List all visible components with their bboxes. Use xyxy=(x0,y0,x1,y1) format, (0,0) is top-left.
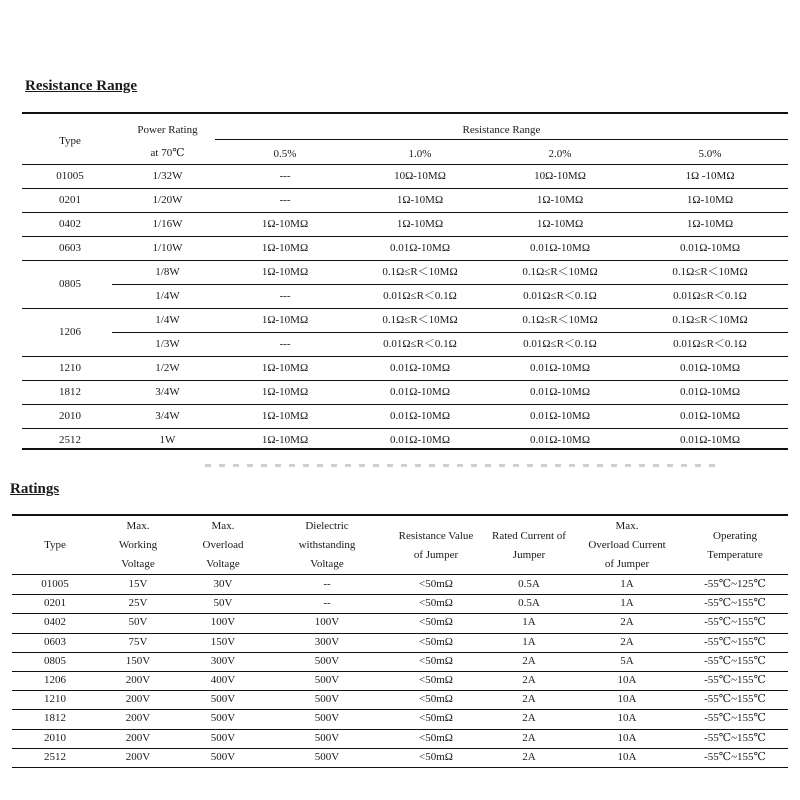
resistance-range-title: Resistance Range xyxy=(25,78,138,94)
ratings-cell: <50mΩ xyxy=(419,712,453,725)
ratings-row-rule xyxy=(12,690,788,691)
ratings-header-cell xyxy=(486,527,572,565)
rr-value-cell: 10Ω-10MΩ xyxy=(534,170,586,182)
rr-row-rule xyxy=(22,212,788,213)
ratings-cell: 2A xyxy=(620,635,634,648)
ratings-cell: 0201 xyxy=(44,597,66,610)
ratings-cell: 2A xyxy=(522,674,536,686)
rr-row-rule xyxy=(22,308,788,309)
rr-value-cell: 0.01Ω≤R＜0.1Ω xyxy=(673,338,747,350)
ratings-row-rule xyxy=(12,671,788,672)
ratings-header-cell xyxy=(386,527,486,565)
rr-value-cell: 1Ω-10MΩ xyxy=(261,362,309,374)
ratings-cell: 200V xyxy=(125,693,151,706)
ratings-cell: 0805 xyxy=(44,654,66,667)
rr-power-cell: 3/4W xyxy=(155,386,180,398)
ratings-header-line: Voltage xyxy=(310,558,344,570)
rr-value-cell: 0.01Ω≤R＜0.1Ω xyxy=(523,338,597,350)
ratings-cell: 15V xyxy=(128,578,148,590)
rr-header-tol-1: 1.0% xyxy=(408,148,432,160)
ratings-cell: 1A xyxy=(522,616,536,629)
rr-type-cell: 1206 xyxy=(59,326,81,338)
ratings-cell: 50V xyxy=(213,597,233,610)
rr-value-cell: 0.01Ω-10MΩ xyxy=(679,386,741,398)
rr-value-cell: 1Ω -10MΩ xyxy=(685,170,735,182)
ratings-cell: <50mΩ xyxy=(419,616,453,629)
ratings-cell: 2A xyxy=(620,616,634,629)
ratings-cell: -55℃~155℃ xyxy=(704,635,766,648)
rr-value-cell: 1Ω-10MΩ xyxy=(686,218,734,230)
rr-type-cell: 1210 xyxy=(59,362,81,374)
ratings-header-line: Operating xyxy=(713,529,757,542)
ratings-cell: 2A xyxy=(522,731,536,744)
rr-power-cell: 1/4W xyxy=(155,290,180,302)
rr-row-rule xyxy=(22,164,788,165)
rr-value-cell: --- xyxy=(279,194,291,206)
ratings-title: Ratings xyxy=(10,481,60,497)
rr-row-rule xyxy=(22,356,788,357)
rr-value-cell: 0.01Ω≤R＜0.1Ω xyxy=(383,338,457,350)
ratings-cell: 100V xyxy=(210,616,236,629)
ratings-header-line: Temperature xyxy=(707,548,763,561)
rr-top-rule xyxy=(22,112,788,114)
rr-row-rule xyxy=(22,236,788,237)
ratings-cell: 500V xyxy=(210,731,236,744)
ratings-cell: 150V xyxy=(125,654,151,667)
rr-value-cell: 0.01Ω-10MΩ xyxy=(529,242,591,254)
rr-value-cell: 0.01Ω≤R＜0.1Ω xyxy=(523,290,597,302)
rr-value-cell: 1Ω-10MΩ xyxy=(536,194,584,206)
rr-value-cell: 0.1Ω≤R＜10MΩ xyxy=(382,314,458,326)
rr-type-cell: 01005 xyxy=(56,170,84,182)
rr-value-cell: 0.01Ω-10MΩ xyxy=(529,410,591,422)
rr-power-cell: 3/4W xyxy=(155,410,180,422)
ratings-cell: 10A xyxy=(617,674,637,686)
ratings-header-line: of Jumper xyxy=(413,548,459,561)
ratings-header-cell xyxy=(178,517,268,574)
ratings-cell: 1A xyxy=(620,597,634,610)
ratings-cell: 300V xyxy=(314,635,340,648)
rr-value-cell: 1Ω-10MΩ xyxy=(396,194,444,206)
ratings-header-line: Max. xyxy=(126,520,150,532)
rr-row-rule xyxy=(22,260,788,261)
ratings-cell: -55℃~155℃ xyxy=(704,750,766,763)
rr-power-cell: 1/32W xyxy=(152,170,183,182)
ratings-header-line: Voltage xyxy=(206,558,240,570)
rr-value-cell: 0.01Ω-10MΩ xyxy=(529,434,591,446)
ratings-row-rule xyxy=(12,729,788,730)
ratings-header-line: Overload xyxy=(202,539,244,551)
ratings-cell: <50mΩ xyxy=(419,654,453,667)
ratings-header-line: of Jumper xyxy=(604,558,650,570)
ratings-cell: 0.5A xyxy=(518,597,540,610)
ratings-cell: 75V xyxy=(128,635,148,648)
ratings-cell: 1210 xyxy=(44,693,66,706)
ratings-cell: 10A xyxy=(617,693,637,706)
ratings-cell: 30V xyxy=(213,578,233,590)
ratings-cell: <50mΩ xyxy=(419,674,453,686)
ratings-cell: 2A xyxy=(522,654,536,667)
rr-value-cell: 0.01Ω-10MΩ xyxy=(679,434,741,446)
rr-type-cell: 0603 xyxy=(59,242,81,254)
ratings-cell: 2010 xyxy=(44,731,66,744)
ratings-cell: 500V xyxy=(314,712,340,725)
rr-value-cell: 0.01Ω-10MΩ xyxy=(389,242,451,254)
rr-value-cell: 0.01Ω-10MΩ xyxy=(389,362,451,374)
rr-row-rule xyxy=(112,284,788,285)
rr-value-cell: 0.01Ω≤R＜0.1Ω xyxy=(673,290,747,302)
rr-value-cell: 0.01Ω-10MΩ xyxy=(389,410,451,422)
ratings-cell: 1206 xyxy=(44,674,66,686)
rr-value-cell: 1Ω-10MΩ xyxy=(261,266,309,278)
ratings-header-cell xyxy=(12,536,98,555)
ratings-cell: <50mΩ xyxy=(419,635,453,648)
ratings-cell: 2512 xyxy=(44,750,66,763)
rr-value-cell: 1Ω-10MΩ xyxy=(536,218,584,230)
ratings-bottom-rule xyxy=(12,767,788,768)
rr-type-cell: 0805 xyxy=(59,278,81,290)
ratings-cell: 0402 xyxy=(44,616,66,629)
ratings-header-cell xyxy=(98,517,178,574)
ratings-cell: 10A xyxy=(617,731,637,744)
rr-bottom-rule xyxy=(22,448,788,450)
ratings-header-rule xyxy=(12,574,788,575)
ratings-cell: -55℃~155℃ xyxy=(704,654,766,667)
rr-value-cell: 1Ω-10MΩ xyxy=(261,434,309,446)
ratings-cell: 150V xyxy=(210,635,236,648)
rr-power-cell: 1W xyxy=(159,434,176,446)
rr-value-cell: 0.1Ω≤R＜10MΩ xyxy=(522,266,598,278)
ratings-header-line: Resistance Value xyxy=(398,529,474,542)
rr-row-rule xyxy=(22,428,788,429)
rr-value-cell: --- xyxy=(279,170,291,182)
ratings-cell: 1A xyxy=(522,635,536,648)
rr-row-rule xyxy=(22,188,788,189)
ratings-cell: 300V xyxy=(210,654,236,667)
rr-type-cell: 0201 xyxy=(59,194,81,206)
ratings-cell: 0603 xyxy=(44,635,66,648)
rr-type-cell: 0402 xyxy=(59,218,81,230)
ratings-cell: <50mΩ xyxy=(419,597,453,610)
rr-value-cell: 0.01Ω-10MΩ xyxy=(679,362,741,374)
ratings-cell: -55℃~155℃ xyxy=(704,693,766,706)
ratings-header-line: Rated Current of xyxy=(492,529,566,542)
ratings-cell: 200V xyxy=(125,712,151,725)
ratings-cell: 500V xyxy=(314,750,340,763)
ratings-header-line: Working xyxy=(118,539,158,551)
rr-value-cell: 0.01Ω-10MΩ xyxy=(389,386,451,398)
rr-value-cell: 1Ω-10MΩ xyxy=(396,218,444,230)
ratings-row-rule xyxy=(12,748,788,749)
ratings-cell: <50mΩ xyxy=(419,731,453,744)
ratings-cell: -55℃~125℃ xyxy=(704,578,766,590)
rr-header-type: Type xyxy=(59,135,81,147)
ratings-header-cell xyxy=(268,517,386,574)
ratings-cell: 25V xyxy=(128,597,148,610)
ratings-header-line: Max. xyxy=(211,520,235,532)
ratings-cell: 2A xyxy=(522,712,536,725)
rr-value-cell: 1Ω-10MΩ xyxy=(261,314,309,326)
rr-header-tol-3: 5.0% xyxy=(698,148,722,160)
ratings-cell: 500V xyxy=(314,654,340,667)
ratings-cell: -55℃~155℃ xyxy=(704,712,766,725)
ratings-cell: 400V xyxy=(210,674,236,686)
rr-header-resistance-range: Resistance Range xyxy=(462,124,541,136)
rr-value-cell: 0.01Ω-10MΩ xyxy=(389,434,451,446)
rr-value-cell: 0.1Ω≤R＜10MΩ xyxy=(672,314,748,326)
rr-value-cell: 0.01Ω-10MΩ xyxy=(679,410,741,422)
ratings-row-rule xyxy=(12,594,788,595)
ratings-cell: 500V xyxy=(210,750,236,763)
faint-artifact-line xyxy=(205,464,715,467)
rr-type-cell: 2512 xyxy=(59,434,81,446)
rr-power-cell: 1/2W xyxy=(155,362,180,374)
rr-value-cell: --- xyxy=(279,290,291,302)
ratings-cell: -55℃~155℃ xyxy=(704,674,766,686)
rr-header-tol-0: 0.5% xyxy=(273,148,297,160)
rr-value-cell: 1Ω-10MΩ xyxy=(261,242,309,254)
rr-power-cell: 1/4W xyxy=(155,314,180,326)
rr-value-cell: 1Ω-10MΩ xyxy=(261,218,309,230)
ratings-cell: 200V xyxy=(125,731,151,744)
rr-value-cell: 0.1Ω≤R＜10MΩ xyxy=(382,266,458,278)
ratings-header-line: Voltage xyxy=(121,558,155,570)
rr-value-cell: 0.1Ω≤R＜10MΩ xyxy=(672,266,748,278)
ratings-cell: 500V xyxy=(314,731,340,744)
ratings-header-cell xyxy=(572,517,682,574)
rr-header-power-sub: at 70℃ xyxy=(150,147,185,159)
ratings-row-rule xyxy=(12,613,788,614)
rr-power-cell: 1/10W xyxy=(152,242,183,254)
ratings-cell: <50mΩ xyxy=(419,578,453,590)
ratings-cell: 2A xyxy=(522,750,536,763)
rr-type-cell: 2010 xyxy=(59,410,81,422)
ratings-cell: <50mΩ xyxy=(419,693,453,706)
ratings-header-cell xyxy=(682,527,788,565)
ratings-cell: 500V xyxy=(314,693,340,706)
ratings-header-line: Jumper xyxy=(512,548,546,561)
rr-power-cell: 1/3W xyxy=(155,338,180,350)
ratings-cell: 100V xyxy=(314,616,340,629)
rr-value-cell: 0.01Ω-10MΩ xyxy=(679,242,741,254)
rr-value-cell: 0.01Ω-10MΩ xyxy=(529,362,591,374)
rr-type-cell: 1812 xyxy=(59,386,81,398)
ratings-cell: 1812 xyxy=(44,712,66,725)
rr-row-rule xyxy=(22,404,788,405)
ratings-header-line: Overload Current xyxy=(588,539,666,551)
ratings-top-rule xyxy=(12,514,788,516)
rr-power-cell: 1/8W xyxy=(155,266,180,278)
ratings-row-rule xyxy=(12,709,788,710)
ratings-cell: 200V xyxy=(125,674,151,686)
rr-header-tol-2: 2.0% xyxy=(548,148,572,160)
rr-power-cell: 1/16W xyxy=(152,218,183,230)
ratings-cell: 500V xyxy=(210,693,236,706)
rr-row-rule xyxy=(112,332,788,333)
ratings-cell: -55℃~155℃ xyxy=(704,616,766,629)
rr-value-cell: 0.1Ω≤R＜10MΩ xyxy=(522,314,598,326)
ratings-cell: 0.5A xyxy=(518,578,540,590)
ratings-cell: 500V xyxy=(210,712,236,725)
ratings-cell: -55℃~155℃ xyxy=(704,731,766,744)
ratings-cell: 10A xyxy=(617,712,637,725)
rr-header-power-rating: Power Rating xyxy=(137,124,198,136)
rr-value-cell: --- xyxy=(279,338,291,350)
ratings-cell: 50V xyxy=(128,616,148,629)
ratings-header-line: Max. xyxy=(615,520,639,532)
ratings-cell: 500V xyxy=(314,674,340,686)
rr-header-subrule xyxy=(215,139,788,140)
ratings-header-line: withstanding xyxy=(298,539,356,551)
rr-row-rule xyxy=(22,380,788,381)
rr-value-cell: 1Ω-10MΩ xyxy=(261,410,309,422)
ratings-cell: 1A xyxy=(620,578,634,590)
ratings-header-line: Type xyxy=(44,539,66,551)
rr-value-cell: 1Ω-10MΩ xyxy=(261,386,309,398)
ratings-cell: <50mΩ xyxy=(419,750,453,763)
rr-value-cell: 10Ω-10MΩ xyxy=(394,170,446,182)
rr-value-cell: 0.01Ω≤R＜0.1Ω xyxy=(383,290,457,302)
ratings-row-rule xyxy=(12,633,788,634)
ratings-cell: 200V xyxy=(125,750,151,763)
ratings-row-rule xyxy=(12,652,788,653)
rr-power-cell: 1/20W xyxy=(152,194,183,206)
ratings-cell: 2A xyxy=(522,693,536,706)
rr-value-cell: 1Ω-10MΩ xyxy=(686,194,734,206)
rr-value-cell: 0.01Ω-10MΩ xyxy=(529,386,591,398)
ratings-cell: 5A xyxy=(620,654,634,667)
ratings-cell: -55℃~155℃ xyxy=(704,597,766,610)
ratings-cell: -- xyxy=(323,578,331,590)
ratings-cell: -- xyxy=(323,597,331,610)
ratings-cell: 01005 xyxy=(41,578,69,590)
ratings-header-line: Dielectric xyxy=(305,520,349,532)
ratings-cell: 10A xyxy=(617,750,637,763)
